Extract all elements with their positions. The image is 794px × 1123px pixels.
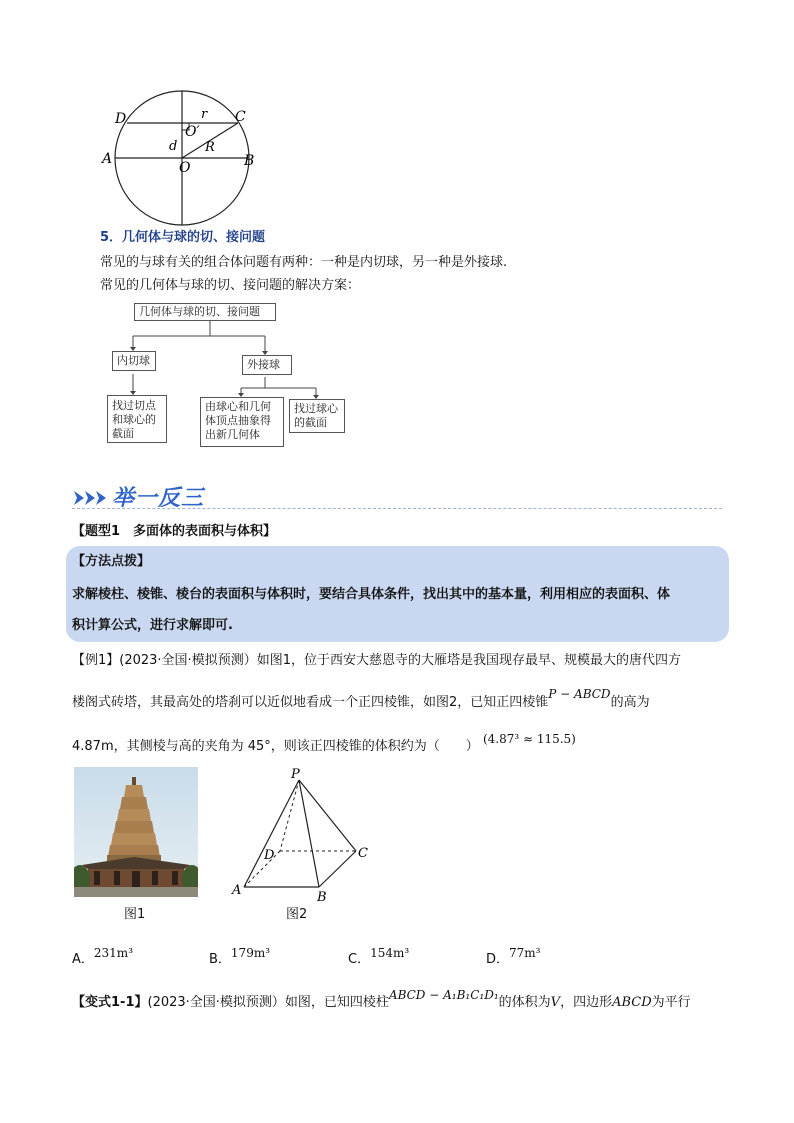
flow-inscribed-child-box <box>107 395 167 443</box>
label-D: D <box>115 111 127 127</box>
section-5-line1: 常见的与球有关的组合体问题有两种：一种是内切球，另一种是外接球. <box>100 255 508 270</box>
variant1-math-abcd: ABCD <box>612 995 652 1010</box>
example1-line2-math: P − ABCD <box>548 687 611 701</box>
method-heading: 【方法点拨】 <box>72 554 151 569</box>
label-C: C <box>235 109 246 125</box>
flow-circumscribed-label: 外接球 <box>247 358 280 371</box>
flow-circ-child2-label: 找过球心的截面 <box>294 402 338 429</box>
label-r: r <box>201 107 208 122</box>
choice-a-value: 231m³ <box>93 946 133 960</box>
label-O-prime: O′ <box>185 124 200 140</box>
variant1-text-d: 为平行 <box>651 995 691 1010</box>
example1-line2-text-a: 楼阁式砖塔，其最高处的塔刹可以近似地看成一个正四棱锥，如图2，已知正四棱锥 <box>72 695 549 710</box>
flow-inscribed-box <box>112 351 156 371</box>
label-d: d <box>169 139 178 154</box>
example1-line3-text: 4.87m，其侧棱与高的夹角为 45°，则该正四棱锥的体积约为（ ） <box>72 739 479 754</box>
label-R: R <box>205 140 215 155</box>
example1-line2 <box>72 687 650 712</box>
variant1-text-b: 的体积为 <box>498 995 551 1010</box>
choice-b[interactable] <box>209 944 271 967</box>
variant1-math-v: V <box>550 995 561 1010</box>
choice-b-letter: B． <box>209 952 231 967</box>
example1-line3-math: (4.87³ ≈ 115.5) <box>482 732 576 746</box>
method-line2: 积计算公式，进行求解即可. <box>72 618 233 633</box>
label-B: B <box>244 153 255 169</box>
pyramid-label-B: B <box>317 890 327 901</box>
section-5-title: 5．几何体与球的切、接问题 <box>100 230 266 245</box>
choice-a-letter: A． <box>72 952 94 967</box>
flow-circ-child2-box <box>289 399 345 433</box>
variant1-math: ABCD − A₁B₁C₁D₁ <box>388 988 499 1002</box>
choice-c-value: 154m³ <box>370 946 410 960</box>
example1-line1: 【例1】(2023·全国·模拟预测）如图1，位于西安大慈恩寺的大雁塔是我国现存最早、规模最大的唐代四方 <box>72 653 681 668</box>
circle-section-figure <box>95 88 275 228</box>
pyramid-label-A: A <box>232 883 242 898</box>
banner-title: 举一反三 <box>112 485 205 511</box>
variant1-text-a: (2023·全国·模拟预测）如图，已知四棱柱 <box>147 995 389 1010</box>
variant1-text-c: ，四边形 <box>560 995 613 1010</box>
section-5-line2: 常见的几何体与球的切、接问题的解决方案： <box>100 278 361 293</box>
choice-c[interactable] <box>348 944 410 967</box>
choice-d-value: 77m³ <box>509 946 541 960</box>
pyramid-figure <box>228 766 378 901</box>
pagoda-photo <box>74 767 198 897</box>
pyramid-label-D: D <box>264 848 275 863</box>
variant1-line <box>72 988 691 1012</box>
example1-line3 <box>72 732 576 756</box>
choice-d[interactable] <box>486 944 541 967</box>
flow-root-label: 几何体与球的切、接问题 <box>139 305 260 318</box>
figure1-caption: 图1 <box>124 907 146 922</box>
pyramid-label-P: P <box>291 767 300 782</box>
choice-b-value: 179m³ <box>230 946 271 960</box>
flow-root-box <box>134 303 276 321</box>
choice-a[interactable] <box>72 944 133 967</box>
variant1-prefix: 【变式1-1】 <box>72 995 148 1010</box>
flow-inscribed-label: 内切球 <box>117 354 150 367</box>
flow-circumscribed-box <box>242 355 292 375</box>
banner-divider <box>72 508 722 509</box>
label-O: O <box>179 160 191 176</box>
figure2-caption: 图2 <box>286 907 308 922</box>
type1-title: 【题型1 多面体的表面积与体积】 <box>72 524 277 539</box>
example1-line2-text-b: 的高为 <box>610 695 650 710</box>
flow-circ-child1-box <box>200 397 284 447</box>
label-A: A <box>102 151 113 167</box>
choice-d-letter: D． <box>486 952 510 967</box>
method-line1: 求解棱柱、棱锥、棱台的表面积与体积时，要结合具体条件，找出其中的基本量，利用相应的表面积、体 <box>72 587 671 602</box>
flow-inscribed-child-label: 找过切点和球心的截面 <box>112 399 156 440</box>
choice-c-letter: C． <box>348 952 371 967</box>
pyramid-label-C: C <box>358 846 368 861</box>
flow-circ-child1-label: 由球心和几何体顶点抽象得出新几何体 <box>205 400 271 441</box>
